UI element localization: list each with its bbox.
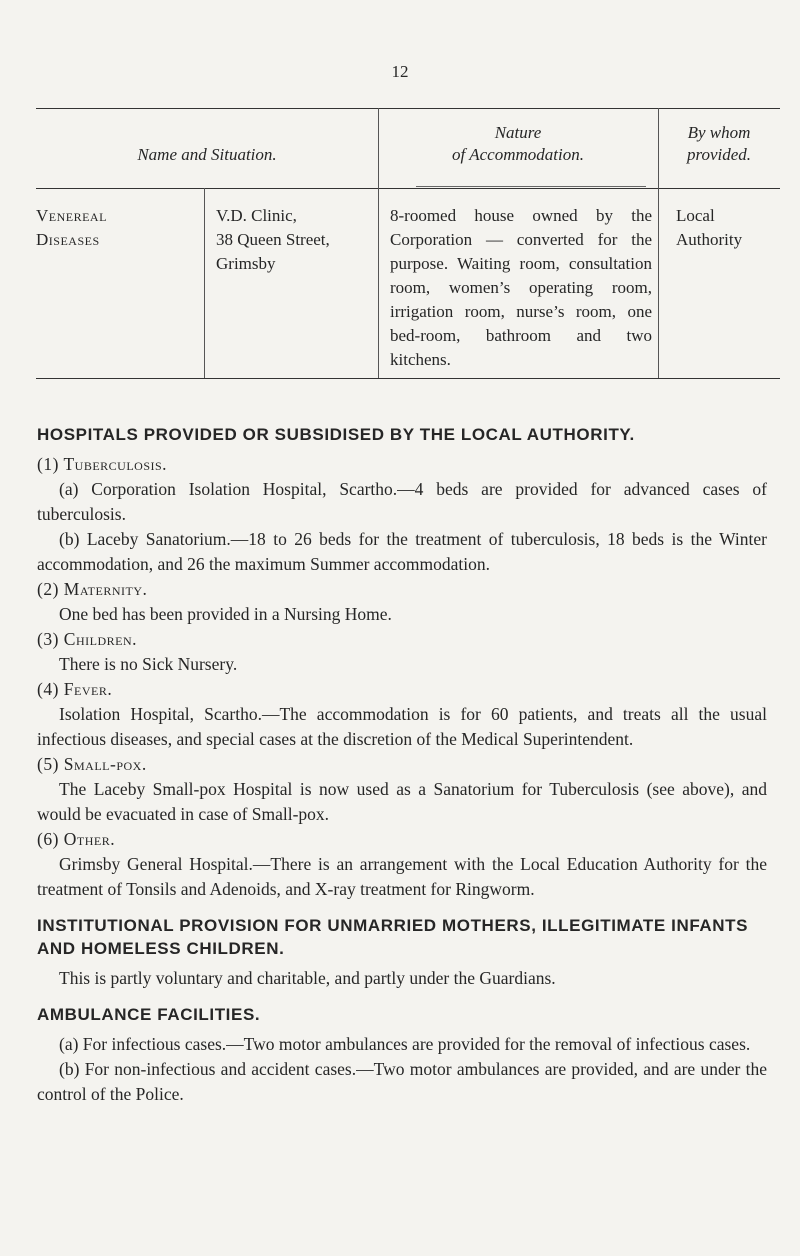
row-provider-line1: Local: [676, 206, 715, 225]
item-tuberculosis: (1) Tuberculosis.: [37, 454, 168, 474]
heading-institutional-provision: INSTITUTIONAL PROVISION FOR UNMARRIED MOTHERS, ILLEGITIMATE INFANTS AND HOMELESS CHILDREN.: [37, 916, 749, 958]
header-by-whom-line1: By whom: [687, 123, 751, 142]
paragraph-tuberculosis-b: (b) Laceby Sanatorium.—18 to 26 beds for the treatment of tuberculosis, 18 beds is the Winter accommodation, and 26 the maximum Summer accommodation.: [37, 529, 767, 574]
header-nature-line2: of Accommodation.: [452, 145, 584, 164]
table-top-rule: [36, 108, 780, 109]
heading-ambulance-facilities: AMBULANCE FACILITIES.: [37, 1005, 261, 1024]
header-name-and-situation: Name and Situation.: [137, 145, 277, 164]
heading-hospitals: HOSPITALS PROVIDED OR SUBSIDISED BY THE LOCAL AUTHORITY.: [37, 425, 635, 444]
paragraph-fever: Isolation Hospital, Scartho.—The accommodation is for 60 patients, and treats all the usual infectious diseases, and special cases at the discretion of the Medical Superintendent.: [37, 704, 767, 749]
header-nature-line1: Nature: [494, 123, 542, 142]
item-other: (6) Other.: [37, 829, 116, 849]
column-divider: [378, 188, 379, 378]
row-nature: 8-roomed house owned by the Corporation — converted for the purpose. Waiting room, consultation room, women’s operating room, irrigation room, nurse’s room, one bed-room, bathroom and two kitchens.: [390, 206, 652, 369]
paragraph-ambulance-a: (a) For infectious cases.—Two motor ambulances are provided for the removal of infectious cases.: [59, 1034, 751, 1054]
paragraph-tuberculosis-a: (a) Corporation Isolation Hospital, Scartho.—4 beds are provided for advanced cases of tuberculosis.: [37, 479, 767, 524]
row-situation-line3: Grimsby: [216, 254, 276, 273]
column-divider: [204, 188, 205, 378]
item-fever: (4) Fever.: [37, 679, 113, 699]
paragraph-smallpox: The Laceby Small-pox Hospital is now used as a Sanatorium for Tuberculosis (see above), and would be evacuated in case of Small-pox.: [37, 779, 767, 824]
header-rule: [36, 188, 780, 189]
column-divider: [658, 188, 659, 378]
row-name-line1: Venereal: [36, 206, 107, 225]
row-situation-line1: V.D. Clinic,: [216, 206, 297, 225]
paragraph-maternity: One bed has been provided in a Nursing Home.: [59, 604, 392, 624]
row-name-line2: Diseases: [36, 230, 100, 249]
item-smallpox: (5) Small-pox.: [37, 754, 147, 774]
row-provider-line2: Authority: [676, 230, 743, 249]
item-children: (3) Children.: [37, 629, 137, 649]
item-maternity: (2) Maternity.: [37, 579, 148, 599]
paragraph-institutional: This is partly voluntary and charitable, and partly under the Guardians.: [59, 968, 556, 988]
header-by-whom-line2: provided.: [686, 145, 752, 164]
paragraph-other: Grimsby General Hospital.—There is an arrangement with the Local Education Authority for the treatment of Tonsils and Adenoids, and X-ray treatment for Ringworm.: [37, 854, 767, 899]
paragraph-children: There is no Sick Nursery.: [59, 654, 238, 674]
row-situation-line2: 38 Queen Street,: [216, 230, 330, 249]
paragraph-ambulance-b: (b) For non-infectious and accident cases.—Two motor ambulances are provided, and are under the control of the Police.: [37, 1059, 767, 1104]
header-underline: [416, 186, 646, 187]
table-bottom-rule: [36, 378, 780, 379]
page-number: 12: [391, 62, 409, 81]
document-body: [37, 423, 767, 1107]
